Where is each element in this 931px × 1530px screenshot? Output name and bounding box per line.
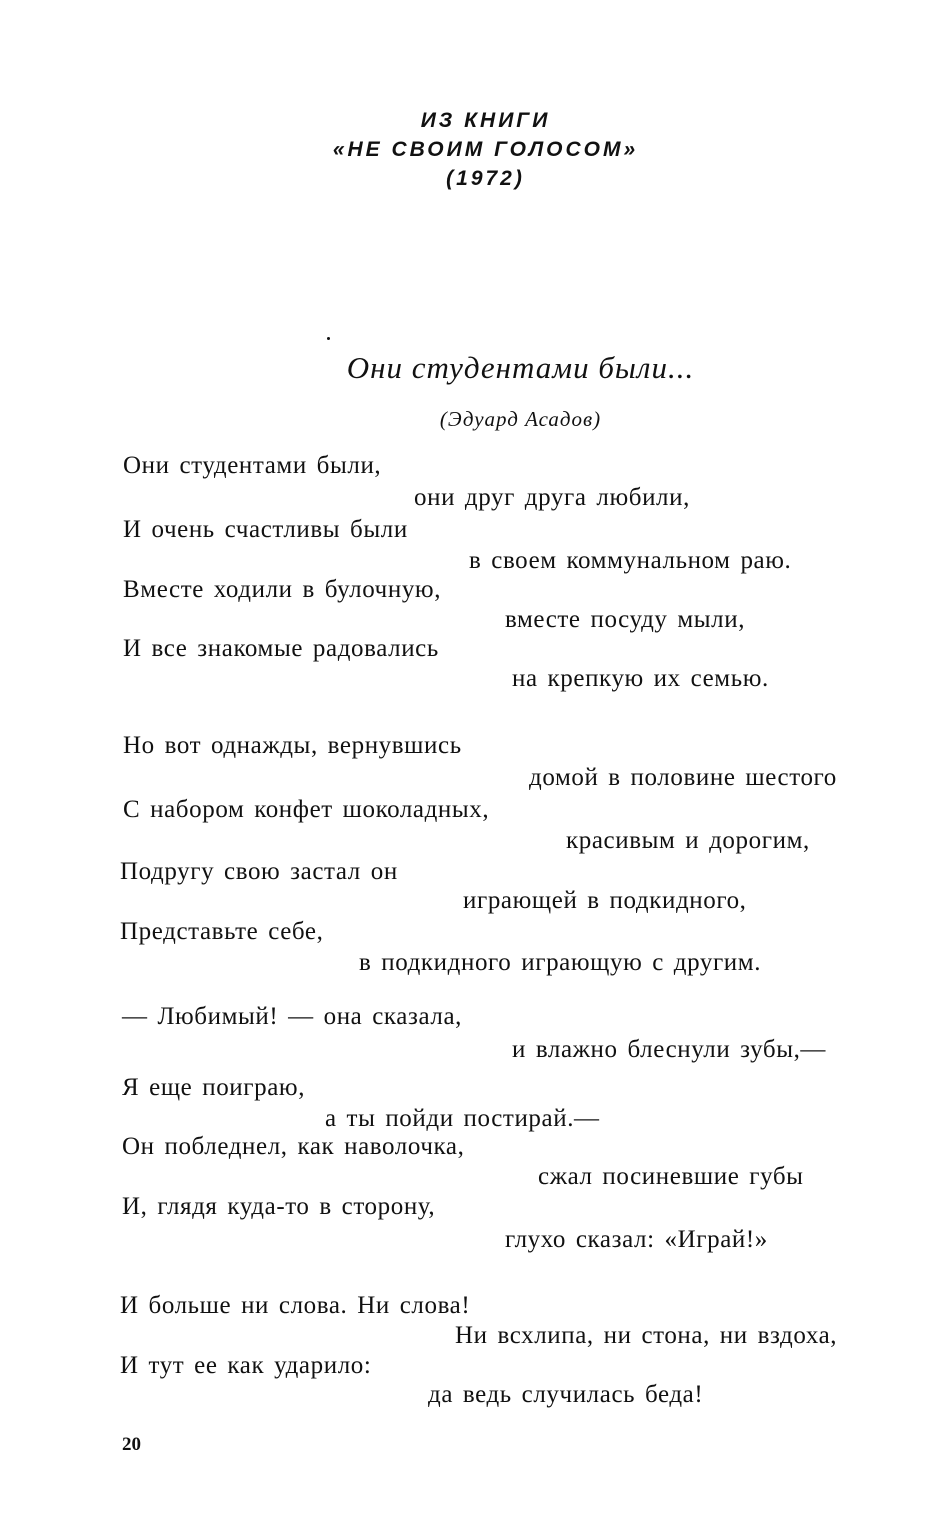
poem-line: Но вот однажды, вернувшись (123, 732, 462, 759)
stray-mark (327, 337, 330, 340)
poem-line: на крепкую их семью. (512, 665, 769, 692)
poem-line: домой в половине шестого (529, 764, 837, 791)
poem-line: И, глядя куда-то в сторону, (122, 1193, 436, 1220)
poem-line: — Любимый! — она сказала, (122, 1003, 463, 1030)
book-year: (1972) (446, 167, 525, 190)
poem-line: в подкидного играющую с другим. (359, 949, 762, 976)
poem-line: и влажно блеснули зубы,— (512, 1036, 827, 1063)
page-number: 20 (122, 1434, 141, 1455)
poem-line: Ни всхлипа, ни стона, ни вздоха, (455, 1322, 838, 1349)
poem-author: (Эдуард Асадов) (439, 407, 602, 431)
poem-line: да ведь случилась беда! (428, 1381, 704, 1408)
poem-line: Они студентами были, (123, 452, 382, 479)
poem-line: сжал посиневшие губы (538, 1163, 804, 1190)
section-label: ИЗ КНИГИ (420, 109, 551, 132)
poem-line: Представьте себе, (120, 918, 324, 945)
section-header (0, 106, 931, 193)
poem-line: глухо сказал: «Играй!» (505, 1226, 768, 1253)
book-title: «НЕ СВОИМ ГОЛОСОМ» (332, 138, 639, 161)
poem-line: Я еще поиграю, (122, 1074, 306, 1101)
poem-line: играющей в подкидного, (463, 887, 747, 914)
poem-line: И очень счастливы были (123, 516, 408, 543)
poem-line: И все знакомые радовались (123, 635, 439, 662)
poem-line: а ты пойди постирай.— (325, 1105, 600, 1132)
poem-line: И больше ни слова. Ни слова! (120, 1292, 471, 1319)
poem-line: они друг друга любили, (414, 484, 690, 511)
poem-line: Он побледнел, как наволочка, (122, 1133, 465, 1160)
poem-line: вместе посуду мыли, (505, 606, 746, 633)
poem-line: в своем коммунальном раю. (469, 547, 792, 574)
poem-title: Они студентами были... (346, 350, 695, 385)
poem-line: Вместе ходили в булочную, (123, 576, 442, 603)
poem-line: И тут ее как ударило: (120, 1352, 372, 1379)
poem-line: С набором конфет шоколадных, (123, 796, 490, 823)
poem-line: красивым и дорогим, (566, 827, 810, 854)
poem-line: Подругу свою застал он (120, 858, 398, 885)
